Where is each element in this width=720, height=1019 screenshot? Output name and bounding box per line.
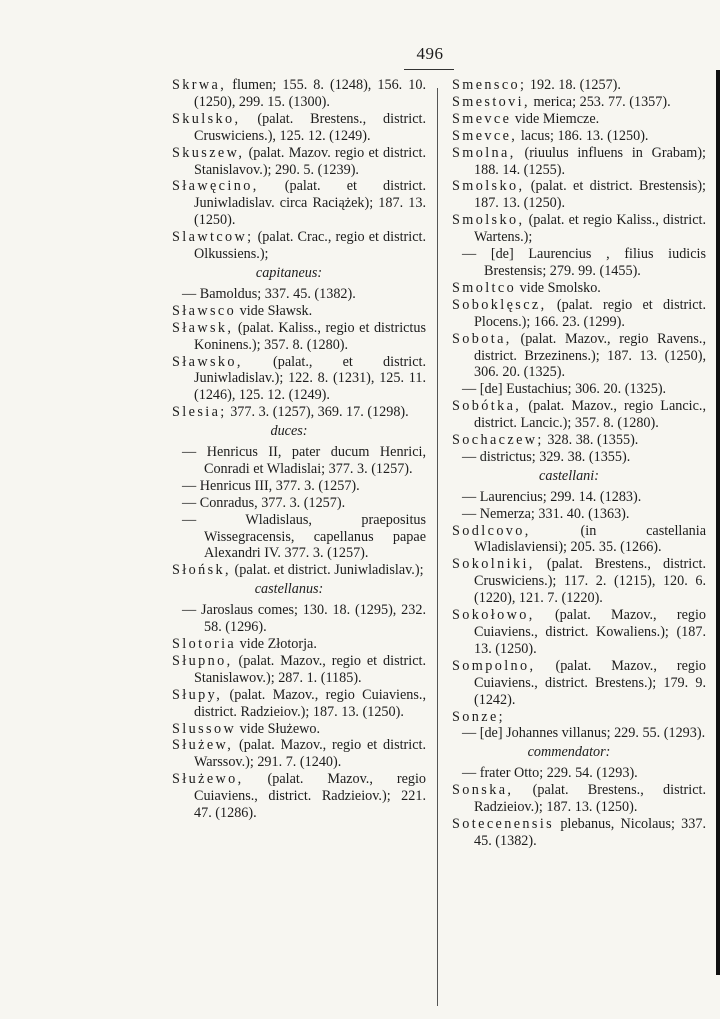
index-headword: Smensco; bbox=[452, 77, 527, 93]
index-headword: Służewo, bbox=[172, 771, 244, 788]
index-subentry: — [de] Laurencius , filius iudicis Brestensis; 279. 99. (1455). bbox=[462, 246, 706, 279]
index-entry bbox=[452, 331, 706, 382]
index-column-right bbox=[452, 77, 706, 850]
index-subentry: — Nemerza; 331. 40. (1363). bbox=[462, 505, 630, 522]
index-subentry: — [de] Eustachius; 306. 20. (1325). bbox=[462, 381, 667, 398]
index-subentry: — frater Otto; 229. 54. (1293). bbox=[462, 765, 638, 782]
index-headword: Smevce, bbox=[452, 127, 518, 144]
index-subentry: — Jaroslaus comes; 130. 18. (1295), 232. 58. (1296). bbox=[182, 602, 426, 636]
index-entry bbox=[452, 145, 706, 179]
index-entry bbox=[172, 636, 426, 653]
index-entry-text: (in castellania Wladislaviensi); 205. 35. (1266). bbox=[474, 522, 706, 556]
index-headword: Smolna, bbox=[452, 144, 516, 161]
index-entry bbox=[452, 556, 706, 607]
index-headword: Skulsko, bbox=[172, 110, 241, 127]
index-headword: Smolsko, bbox=[452, 212, 525, 229]
index-entry-text: vide Smolsko. bbox=[516, 279, 601, 296]
index-entry bbox=[452, 178, 706, 212]
index-subentry: — Bamoldus; 337. 45. (1382). bbox=[182, 285, 356, 302]
index-subheading: capitaneus: bbox=[255, 264, 323, 281]
index-headword: Sławsko, bbox=[172, 353, 243, 370]
index-entry bbox=[172, 687, 426, 721]
index-headword: Soboklęscz, bbox=[452, 296, 547, 313]
index-column-left bbox=[172, 77, 426, 822]
index-headword: Sompolno, bbox=[452, 657, 536, 674]
index-headword: Sokolniki, bbox=[452, 556, 535, 573]
index-entry-text: (palat. Mazov., regio Cuiaviens., district. Kowaliens.); (187. 13. (1250). bbox=[474, 607, 706, 657]
index-entry bbox=[452, 128, 706, 145]
index-entry bbox=[452, 432, 706, 449]
index-headword: Skrwa, bbox=[172, 77, 227, 93]
index-headword: Slotoria bbox=[172, 636, 237, 652]
index-entry-text: lacus; 186. 13. (1250). bbox=[517, 127, 649, 144]
index-entry bbox=[452, 398, 706, 432]
index-subentry: — districtus; 329. 38. (1355). bbox=[462, 448, 631, 465]
index-entry-text: vide Służewo. bbox=[236, 720, 321, 737]
index-headword: Sobótka, bbox=[452, 398, 522, 415]
index-entry-text: merica; 253. 77. (1357). bbox=[529, 93, 671, 110]
index-entry-text: (palat. Kaliss., regio et districtus Koninens.); 357. 8. (1280). bbox=[194, 319, 426, 353]
index-entry-text: (palat. Mazov., regio et district. Warssov.); 291. 7. (1240). bbox=[194, 737, 426, 771]
index-entry bbox=[172, 111, 426, 145]
index-headword: Sokołowo, bbox=[452, 607, 535, 624]
index-entry bbox=[452, 658, 706, 709]
index-entry bbox=[172, 653, 426, 687]
index-entry bbox=[452, 111, 706, 128]
index-entry bbox=[452, 77, 706, 94]
index-entry-text: (palat. Mazov., regio Cuiaviens., district. Radzieiov.); 221. 47. (1286). bbox=[194, 771, 426, 822]
index-entry-text: (palat. Brestens., district. Cruswiciens.); 117. 2. (1215), 120. 6. (1220), 121. 7. (1220). bbox=[474, 556, 706, 607]
index-entry-text: (riuulus influens in Grabam); 188. 14. (1255). bbox=[474, 144, 706, 178]
index-entry-text: (palat. Crac., regio et district. Olkussiens.); bbox=[194, 229, 426, 263]
index-headword: Sodlcovo, bbox=[452, 522, 531, 539]
index-entry bbox=[172, 771, 426, 822]
index-headword: Slawtcow; bbox=[172, 229, 254, 246]
index-headword: Slussow bbox=[172, 720, 237, 737]
page-number: 496 bbox=[416, 44, 444, 63]
index-entry-text: 192. 18. (1257). bbox=[526, 77, 621, 93]
index-subheading: duces: bbox=[270, 423, 308, 440]
index-headword: Sławsk, bbox=[172, 319, 234, 336]
index-entry-text: (palat. et regio Kaliss., district. Wartens.); bbox=[474, 212, 706, 246]
index-entry bbox=[172, 303, 426, 320]
index-headword: Smestovi, bbox=[452, 93, 530, 110]
index-headword: Smoltco bbox=[452, 279, 517, 296]
page-number-rule bbox=[404, 69, 454, 70]
index-entry-text: (palat. Brestens., district. Cruswiciens.), 125. 12. (1249). bbox=[194, 110, 426, 144]
index-entry-text: (palat. et district. Brestensis); 187. 13. (1250). bbox=[474, 178, 706, 212]
index-entry bbox=[172, 229, 426, 263]
page-edge-shadow bbox=[716, 70, 720, 975]
index-entry bbox=[452, 297, 706, 331]
index-entry-text: vide Miemcze. bbox=[511, 110, 600, 127]
index-entry bbox=[172, 737, 426, 771]
index-headword: Skuszew, bbox=[172, 144, 245, 161]
index-entry bbox=[452, 94, 706, 111]
index-entry-text: 377. 3. (1257), 369. 17. (1298). bbox=[226, 404, 409, 421]
index-entry bbox=[452, 782, 706, 816]
index-headword: Slesia; bbox=[172, 404, 227, 421]
index-entry-text: (palat. Mazov. regio et district. Stanislavov.); 290. 5. (1239). bbox=[194, 144, 426, 178]
index-subentry: — Henricus II, pater ducum Henrici, Conradi et Wladislai; 377. 3. (1257). bbox=[182, 444, 426, 477]
index-entry bbox=[452, 523, 706, 557]
index-headword: Sobota, bbox=[452, 330, 512, 347]
index-entry-text: (palat. regio et district. Plocens.); 166. 23. (1299). bbox=[474, 296, 706, 330]
index-subheading: castellanus: bbox=[254, 581, 324, 598]
index-entry-text: (palat. Brestens., district. Radzieiov.); 187. 13. (1250). bbox=[474, 782, 706, 816]
index-entry bbox=[172, 404, 426, 421]
index-entry bbox=[172, 320, 426, 354]
index-subentry: — Henricus III, 377. 3. (1257). bbox=[182, 477, 360, 494]
index-entry-text: plebanus, Nicolaus; 337. 45. (1382). bbox=[474, 815, 706, 849]
index-headword: Słupno, bbox=[172, 652, 233, 669]
index-entry bbox=[172, 354, 426, 405]
index-headword: Smevce bbox=[452, 110, 512, 127]
index-entry-text: vide Sławsk. bbox=[236, 302, 313, 319]
index-entry-text: (palat., et district. Juniwladislav.); 122. 8. (1231), 125. 11. (1246), 125. 12. (1249). bbox=[194, 353, 426, 404]
index-subheading: commendator: bbox=[527, 744, 611, 761]
index-entry-text: (palat. Mazov., regio Lancic., district. Lancic.); 357. 8. (1280). bbox=[474, 398, 706, 432]
index-entry bbox=[172, 77, 426, 111]
index-headword: Słońsk, bbox=[172, 562, 231, 579]
index-headword: Słupy, bbox=[172, 686, 223, 703]
index-headword: Sotecenensis bbox=[452, 815, 555, 832]
index-entry bbox=[452, 709, 706, 726]
index-headword: Sławęcino, bbox=[172, 178, 259, 195]
index-headword: Sonze; bbox=[452, 708, 506, 725]
index-subentry: — Wladislaus, praepositus Wissegracensis, capellanus papae Alexandri IV. 377. 3. (1257). bbox=[182, 511, 426, 562]
index-entry bbox=[452, 212, 706, 246]
index-entry-text: (palat. Mazov., regio Ravens., district. Brzezinens.); 187. 13. (1250), 306. 20. (1325). bbox=[474, 330, 706, 381]
index-subentry: — Conradus, 377. 3. (1257). bbox=[182, 494, 346, 511]
index-entry bbox=[172, 145, 426, 179]
index-entry bbox=[452, 607, 706, 658]
index-subheading: castellani: bbox=[539, 467, 599, 484]
index-entry-text: flumen; 155. 8. (1248), 156. 10. (1250), 299. 15. (1300). bbox=[194, 77, 426, 110]
index-headword: Sochaczew; bbox=[452, 432, 544, 449]
index-headword: Smolsko, bbox=[452, 178, 525, 195]
index-headword: Służew, bbox=[172, 737, 234, 754]
index-headword: Sonska, bbox=[452, 782, 514, 799]
index-entry bbox=[172, 721, 426, 738]
index-headword: Sławsco bbox=[172, 302, 237, 319]
index-entry bbox=[172, 178, 426, 229]
column-divider bbox=[437, 88, 438, 1006]
index-entry bbox=[452, 280, 706, 297]
index-subentry: — [de] Johannes villanus; 229. 55. (1293). bbox=[462, 725, 706, 742]
index-subentry: — Laurencius; 299. 14. (1283). bbox=[462, 488, 642, 505]
index-entry-text: (palat. Mazov., regio et district. Stanislawov.); 287. 1. (1185). bbox=[194, 652, 426, 686]
index-entry-text: (palat. Mazov., regio Cuiaviens., district. Radzieiov.); 187. 13. (1250). bbox=[194, 686, 426, 720]
index-entry-text: vide Złotorja. bbox=[236, 636, 317, 652]
index-entry bbox=[452, 816, 706, 850]
index-entry-text: (palat. Mazov., regio Cuiaviens., district. Brestens.); 179. 9. (1242). bbox=[474, 657, 706, 708]
index-entry-text: (palat. et district. Juniwladislav. circa Raciążek); 187. 13. (1250). bbox=[194, 178, 426, 229]
index-entry bbox=[172, 562, 426, 579]
index-entry-text: (palat. et district. Juniwladislav.); bbox=[230, 562, 424, 579]
index-entry-text: 328. 38. (1355). bbox=[543, 432, 639, 449]
